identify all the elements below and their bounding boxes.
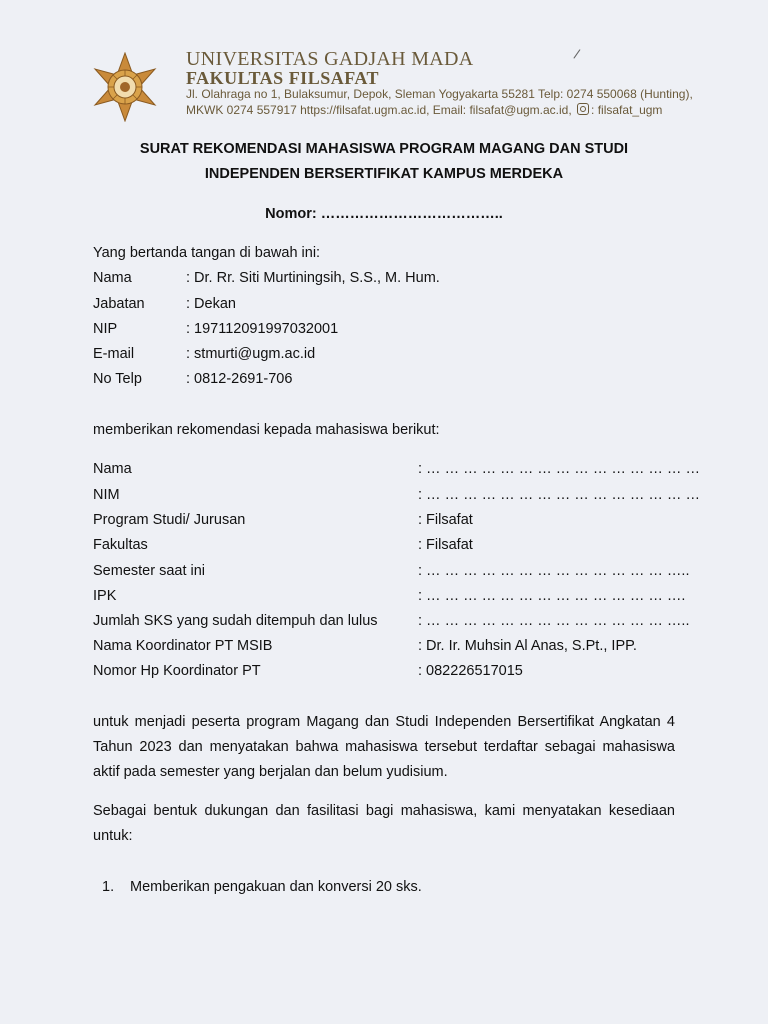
address-line-2-text: MKWK 0274 557917 https://filsafat.ugm.ac.id, Email: filsafat@ugm.ac.id, bbox=[186, 103, 572, 117]
student-value: : … … … … … … … … … … … … … ….. bbox=[418, 563, 690, 579]
intro-text: Yang bertanda tangan di bawah ini: bbox=[93, 245, 321, 261]
paragraph-statement: untuk menjadi peserta program Magang dan Studi Independen Bersertifikat Angkatan 4 Tahun 2023 dan menyatakan bahwa mahasiswa tersebut terdaftar sebagai mahasiswa aktif pada semester yang berjalan dan belum yudisium. bbox=[93, 714, 675, 780]
signatory-label: Nama bbox=[93, 270, 132, 286]
student-value: : … … … … … … … … … … … … … ….. bbox=[418, 613, 690, 629]
address-line-2 bbox=[186, 102, 662, 117]
paragraph-support: Sebagai bentuk dukungan dan fasilitasi bagi mahasiswa, kami menyatakan kesediaan untuk: bbox=[93, 803, 675, 844]
signatory-value: : 197112091997032001 bbox=[186, 321, 339, 337]
signatory-label: NIP bbox=[93, 321, 118, 337]
student-label: Semester saat ini bbox=[93, 563, 206, 579]
instagram-icon bbox=[577, 103, 589, 115]
student-value: : … … … … … … … … … … … … … … … bbox=[418, 461, 700, 477]
letter-title-line-2: INDEPENDEN BERSERTIFIKAT KAMPUS MERDEKA bbox=[204, 166, 564, 182]
student-label: Nama bbox=[93, 461, 132, 477]
list-number: 1. bbox=[102, 879, 115, 895]
list-item: Memberikan pengakuan dan konversi 20 sks. bbox=[130, 879, 422, 895]
letter-number: Nomor: ……………………………….. bbox=[265, 206, 503, 222]
student-label: Nomor Hp Koordinator PT bbox=[93, 663, 261, 679]
student-label: Fakultas bbox=[93, 537, 148, 553]
instagram-handle: : filsafat_ugm bbox=[591, 103, 663, 117]
ugm-logo-icon bbox=[90, 52, 160, 122]
pen-mark: / bbox=[572, 45, 582, 63]
student-value: : Filsafat bbox=[418, 537, 473, 553]
signatory-value: : 0812-2691-706 bbox=[186, 371, 293, 387]
student-label: Nama Koordinator PT MSIB bbox=[93, 638, 273, 654]
student-value: : Filsafat bbox=[418, 512, 473, 528]
signatory-value: : stmurti@ugm.ac.id bbox=[186, 346, 316, 362]
student-value: : Dr. Ir. Muhsin Al Anas, S.Pt., IPP. bbox=[418, 638, 637, 654]
letter-title-line-1: SURAT REKOMENDASI MAHASISWA PROGRAM MAGANG DAN STUDI bbox=[139, 141, 629, 157]
address-line-1: Jl. Olahraga no 1, Bulaksumur, Depok, Sleman Yogyakarta 55281 Telp: 0274 550068 (Hunting), bbox=[186, 87, 693, 101]
signatory-value: : Dr. Rr. Siti Murtiningsih, S.S., M. Hum. bbox=[186, 270, 440, 286]
signatory-label: No Telp bbox=[93, 371, 142, 387]
student-label: Program Studi/ Jurusan bbox=[93, 512, 246, 528]
student-label: IPK bbox=[93, 588, 117, 604]
recommend-text: memberikan rekomendasi kepada mahasiswa berikut: bbox=[93, 422, 440, 438]
student-label: NIM bbox=[93, 487, 120, 503]
faculty-name: FAKULTAS FILSAFAT bbox=[186, 68, 380, 88]
signatory-label: Jabatan bbox=[93, 296, 145, 312]
university-name: UNIVERSITAS GADJAH MADA bbox=[186, 48, 474, 70]
student-value: : … … … … … … … … … … … … … … … bbox=[418, 487, 700, 503]
signatory-value: : Dekan bbox=[186, 296, 236, 312]
student-label: Jumlah SKS yang sudah ditempuh dan lulus bbox=[93, 613, 378, 629]
student-value: : … … … … … … … … … … … … … …. bbox=[418, 588, 686, 604]
student-value: : 082226517015 bbox=[418, 663, 523, 679]
signatory-label: E-mail bbox=[93, 346, 135, 362]
